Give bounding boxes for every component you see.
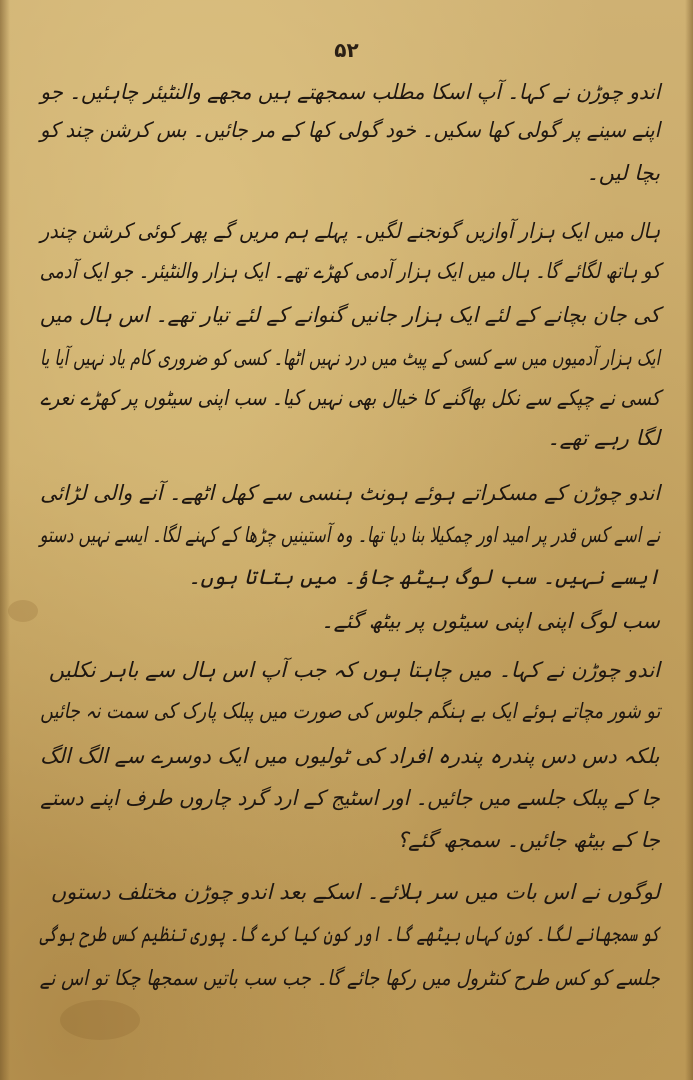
text-line: لوگوں نے اس بات میں سر ہلائے۔ اسکے بعد اندو چوڑن مختلف دستوں: [50, 880, 660, 904]
text-line: سب لوگ اپنی اپنی سیٹوں پر بیٹھ گئے۔: [321, 609, 660, 633]
text-line: تو شور مچاتے ہوئے ایک بے ہنگم جلوس کی صورت میں پبلک پارک کی سمت نہ جائیں: [39, 699, 660, 723]
text-line: کو سمجھانے لگا۔ کون کہاں بیٹھے گا۔ اور کون کیا کرے گا۔ پوری تنظیم کس طرح ہوگی: [39, 922, 660, 946]
text-line: لگا رہے تھے۔: [547, 426, 660, 450]
text-line: جا کے پبلک جلسے میں جائیں۔ اور اسٹیج کے ارد گرد چاروں طرف اپنے دستے: [40, 786, 660, 810]
text-line: اندو چوڑن کے مسکراتے ہوئے ہونٹ ہنسی سے کھل اٹھے۔ آنے والی لڑائی: [40, 481, 660, 505]
page-number: ۵۲: [334, 38, 359, 62]
paper-stain: [60, 1000, 140, 1040]
text-line: جا کے بیٹھ جائیں۔ سمجھ گئے؟: [396, 828, 660, 852]
text-line: نے اسے کس قدر پر امید اور چمکیلا بنا دیا تھا۔ وہ آستینیں چڑھا کے کہنے لگا۔ ایسے نہیں دستو: [39, 523, 660, 547]
page-edge-right: [685, 0, 693, 1080]
text-line: ہال میں ایک ہزار آوازیں گونجنے لگیں۔ پہلے ہم مریں گے پھر کوئی کرشن چندر: [40, 219, 660, 243]
paper-stain: [8, 600, 38, 622]
text-line: اندو چوڑن نے کہا۔ آپ اسکا مطلب سمجھتے ہیں مجھے والنٹیئر چاہئیں۔ جو: [39, 80, 660, 104]
text-line: کی جان بچانے کے لئے ایک ہزار جانیں گنوانے کے لئے تیار تھے۔ اس ہال میں: [39, 303, 660, 327]
text-line: اپنے سینے پر گولی کھا سکیں۔ خود گولی کھا کے مر جائیں۔ بس کرشن چند کو: [40, 118, 660, 142]
page-edge-left: [0, 0, 10, 1080]
text-line: بچا لیں۔: [586, 161, 660, 185]
text-line: کسی نے چپکے سے نکل بھاگنے کا خیال بھی نہیں کیا۔ سب اپنی سیٹوں پر کھڑے نعرے: [39, 386, 660, 410]
text-line: اندو چوڑن نے کہا۔ میں چاہتا ہوں کہ جب آپ اس ہال سے باہر نکلیں: [48, 658, 660, 682]
text-line: ایسے نہیں۔ سب لوگ بیٹھ جاؤ۔ میں بتاتا ہوں۔: [188, 565, 660, 589]
text-line: جلسے کو کس طرح کنٹرول میں رکھا جائے گا۔ جب سب باتیں سمجھا چکا تو اس نے: [39, 966, 660, 990]
text-line: بلکہ دس دس پندرہ پندرہ افراد کی ٹولیوں میں ایک دوسرے سے الگ الگ: [40, 744, 660, 768]
text-line: ایک ہزار آدمیوں میں سے کسی کے پیٹ میں درد نہیں اٹھا۔ کسی کو ضروری کام یاد نہیں آیا یا: [40, 346, 660, 370]
text-line: کو ہاتھ لگائے گا۔ ہال میں ایک ہزار آدمی کھڑے تھے۔ ایک ہزار والنٹیئر۔ جو ایک آدمی: [39, 259, 660, 283]
